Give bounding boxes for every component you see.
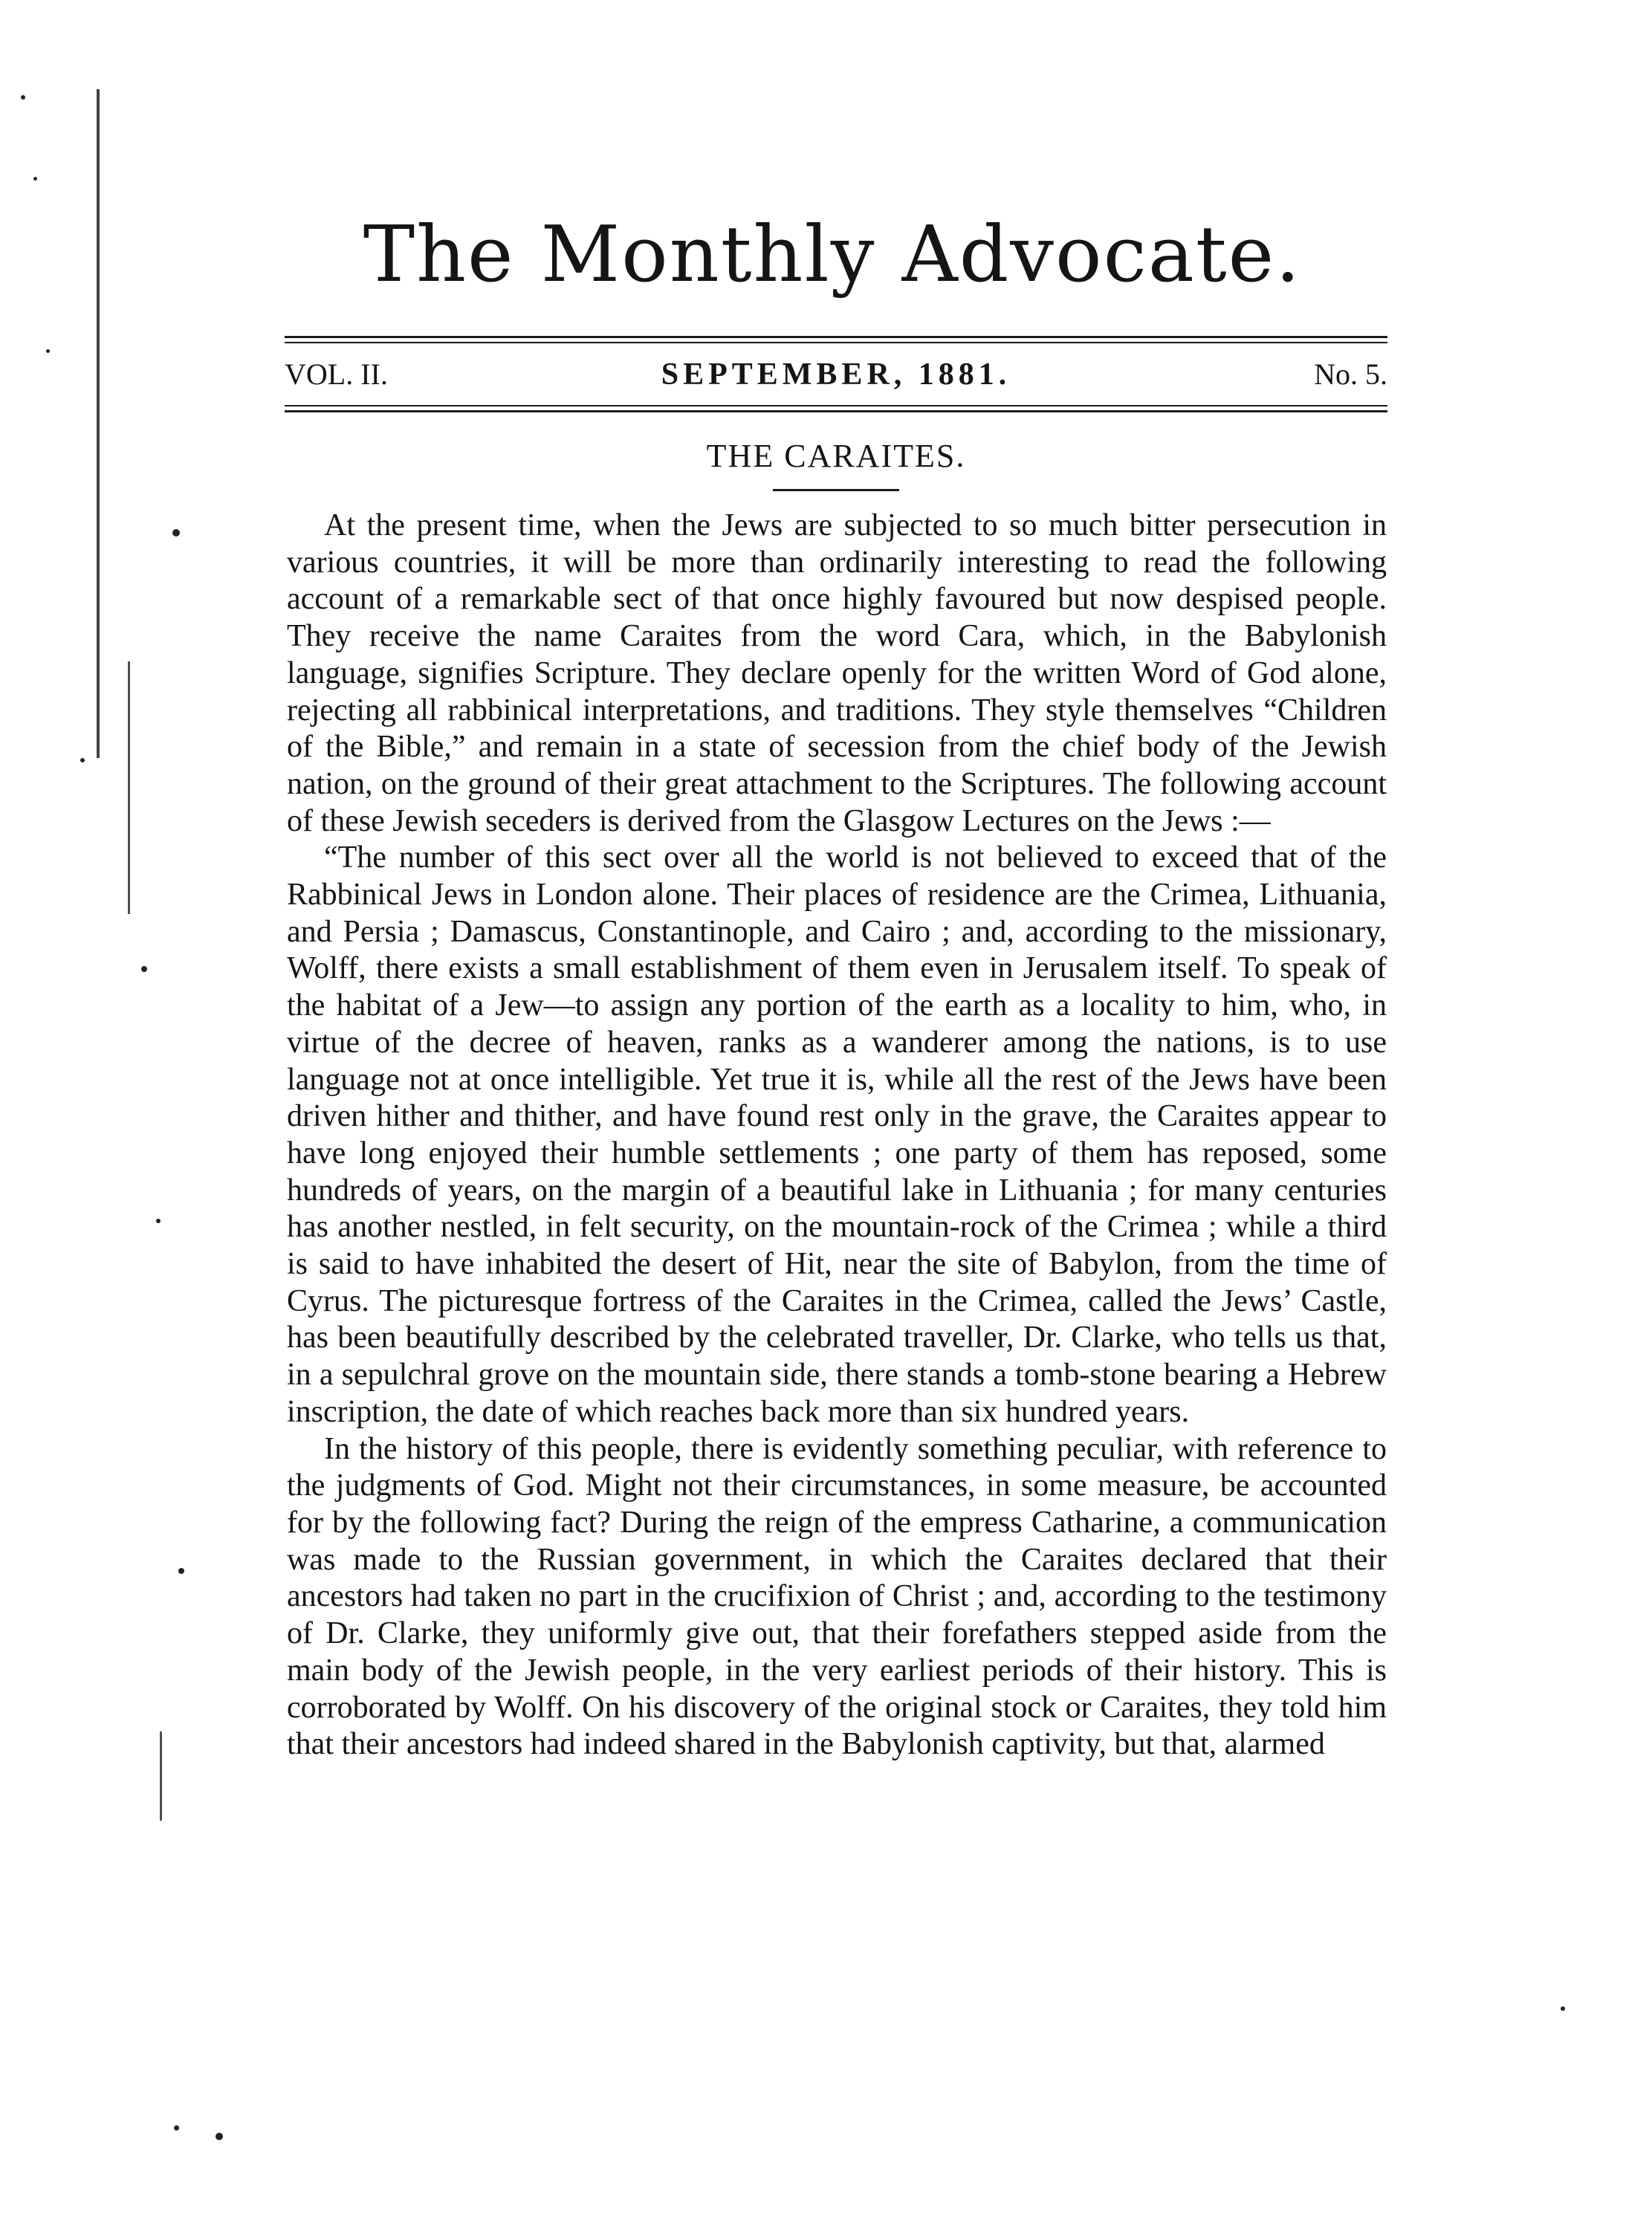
masthead-title: The Monthly Advocate.: [363, 209, 1302, 299]
paragraph: In the history of this people, there is evidently something peculiar, with reference to the judgments of God. Might not their circumstances, in some measure, be accounted for by the following fact? During the reign of the empress Catharine, a communication was made to the Russian government, in which the Caraites declared that their ancestors had taken no part in the crucifixion of Christ ; and, according to the testimony of Dr. Clarke, they uniformly give out, that their forefathers stepped aside from the main body of the Jewish people, in the very earliest periods of their history. This is corroborated by Wolff. On his discovery of the original stock or Caraites, they told him that their ancestors had indeed shared in the Babylonish captivity, but that, alarmed: [287, 1431, 1387, 1762]
issue-number: No. 5.: [1314, 357, 1387, 391]
header-rule: [285, 405, 1387, 406]
binding-line: [160, 1731, 162, 1821]
binding-line: [128, 661, 130, 914]
ink-speck: [172, 529, 180, 537]
header-rule: [285, 410, 1387, 412]
header-rule: [285, 336, 1387, 338]
ink-speck: [46, 349, 50, 353]
ink-speck: [80, 758, 85, 762]
issue-date: SEPTEMBER, 1881.: [661, 357, 1011, 392]
ink-speck: [178, 1568, 184, 1574]
volume-label: VOL. II.: [285, 357, 388, 391]
article-body: [287, 508, 1387, 1763]
ink-speck: [174, 2125, 179, 2131]
binding-line: [97, 89, 100, 758]
ink-speck: [1561, 2006, 1565, 2011]
article-title: THE CARAITES.: [706, 438, 966, 474]
paragraph: At the present time, when the Jews are subjected to so much bitter persecution in various countries, it will be more than ordinarily interesting to read the following account of a remarkable sect of that once highly favoured but now despised people. They receive the name Caraites from the word Cara, which, in the Babylonish language, signifies Scripture. They declare openly for the written Word of God alone, rejecting all rabbinical interpretations, and traditions. They style themselves “Children of the Bible,” and remain in a state of secession from the chief body of the Jewish nation, on the ground of their great attachment to the Scriptures. The following account of these Jewish seceders is derived from the Glasgow Lectures on the Jews :—: [287, 508, 1387, 838]
ink-speck: [33, 177, 37, 181]
ink-speck: [141, 966, 147, 972]
ink-speck: [216, 2133, 223, 2140]
ink-speck: [21, 95, 25, 100]
issue-line: [285, 357, 1387, 394]
header-rule: [285, 342, 1387, 343]
title-rule: [773, 489, 899, 491]
paragraph: “The number of this sect over all the world is not believed to exceed that of the Rabbinical Jews in London alone. Their places of residence are the Crimea, Lithuania, and Persia ; Damascus, Constantinople, and Cairo ; and, according to the missionary, Wolff, there exists a small establishment of them even in Jerusalem itself. To speak of the habitat of a Jew—to assign any portion of the earth as a locality to him, who, in virtue of the decree of heaven, ranks as a wanderer among the nations, is to use language not at once intelligible. Yet true it is, while all the rest of the Jews have been driven hither and thither, and have found rest only in the grave, the Caraites appear to have long enjoyed their humble settlements ; one party of them has reposed, some hundreds of years, on the margin of a beautiful lake in Lithuania ; for many centuries has another nestled, in felt security, on the mountain-rock of the Crimea ; while a third is said to have inhabited the desert of Hit, near the site of Babylon, from the time of Cyrus. The picturesque fortress of the Caraites in the Crimea, called the Jews’ Castle, has been beautifully described by the celebrated traveller, Dr. Clarke, who tells us that, in a sepulchral grove on the mountain side, there stands a tomb-stone bearing a Hebrew inscription, the date of which reaches back more than six hundred years.: [287, 840, 1387, 1429]
ink-speck: [156, 1219, 161, 1223]
